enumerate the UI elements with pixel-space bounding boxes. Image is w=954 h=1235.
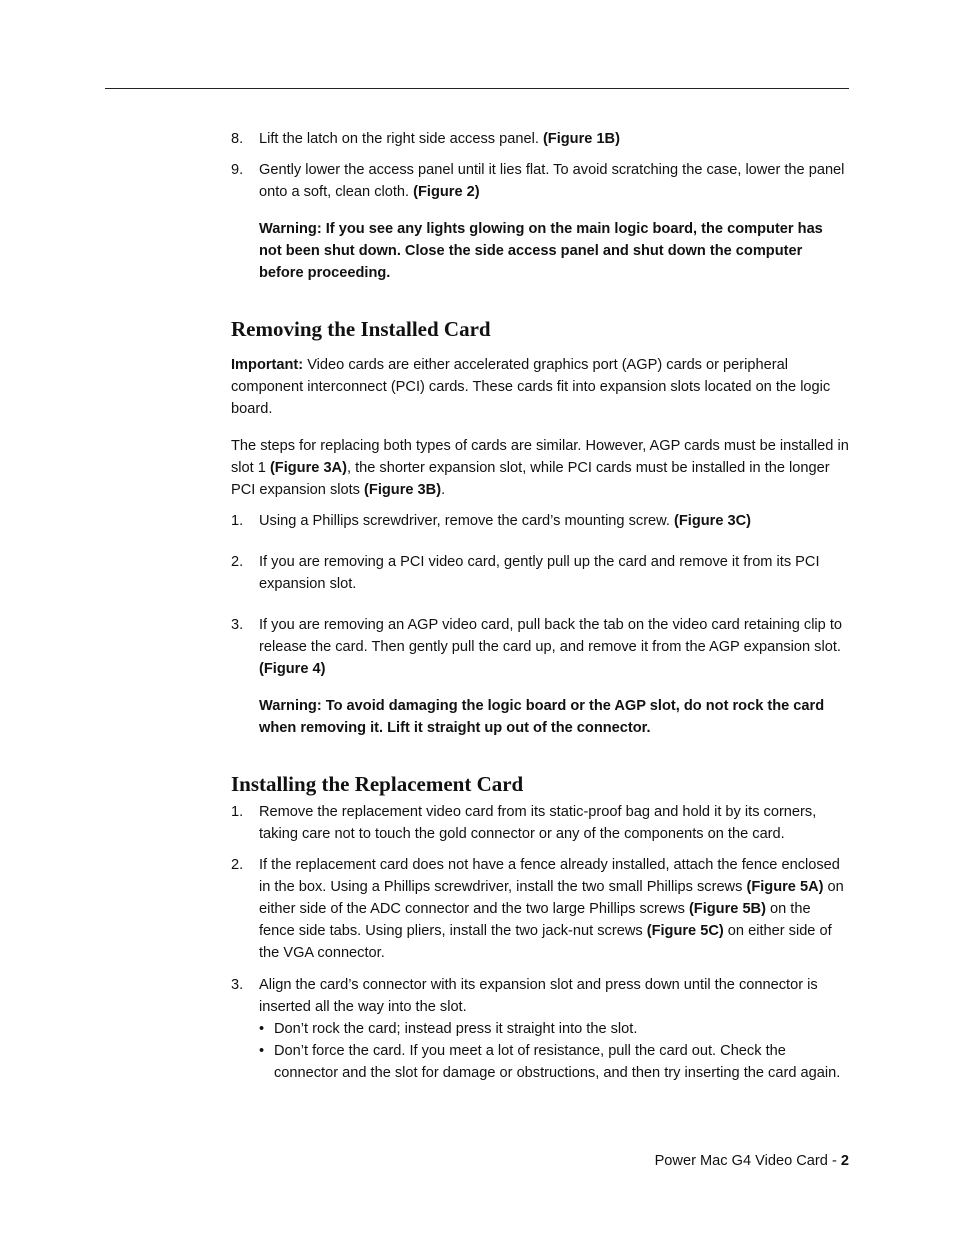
intro-paragraph	[231, 435, 849, 501]
figure-ref: (Figure 3A)	[269, 460, 347, 476]
warning-agp: Warning: To avoid damaging the logic board or the AGP slot, do not rock the card when removing it. Lift it straight up out of the connector.	[259, 698, 825, 736]
figure-ref: (Figure 3C)	[674, 513, 752, 529]
step-text: If you are removing an AGP video card, pull back the tab on the video card retaining clip to release the card. Then gently pull the card up, and remove it from the AGP expansion slot.	[259, 617, 843, 655]
step-9	[231, 159, 849, 203]
header-rule	[105, 88, 849, 89]
section-title-removing: Removing the Installed Card	[231, 317, 491, 341]
step-text: on either side of the ADC connector and the two large Phillips screws	[259, 879, 844, 917]
step-text: Lift the latch on the right side access panel.	[259, 131, 543, 147]
step-text: If you are removing a PCI video card, gently pull up the card and remove it from its PCI expansion slot.	[259, 554, 820, 592]
important-text: Video cards are either accelerated graphics port (AGP) cards or peripheral component interconnect (PCI) cards. These cards fit into expansion slots located on the logic board.	[231, 357, 831, 417]
step-text: on either side of the VGA connector.	[259, 923, 832, 961]
install-step-2	[231, 854, 849, 964]
step-number: 3.	[231, 617, 244, 633]
remove-step-2	[231, 551, 849, 595]
step-number: 9.	[231, 162, 244, 178]
para-text: , the shorter expansion slot, while PCI cards must be installed in the longer PCI expansion slots	[231, 460, 830, 498]
step-number: 1.	[231, 513, 244, 529]
remove-step-3	[231, 614, 849, 680]
bullet-item	[259, 1040, 849, 1084]
install-step-3	[231, 974, 849, 1084]
step-number: 3.	[231, 977, 244, 993]
bullet-icon: •	[259, 1043, 265, 1059]
figure-ref: (Figure 2)	[413, 184, 480, 200]
page-footer	[655, 1150, 849, 1172]
section-title-installing: Installing the Replacement Card	[231, 772, 524, 796]
bullet-item	[259, 1018, 849, 1040]
document-body	[231, 128, 849, 1084]
step-8	[231, 128, 849, 150]
bullet-icon: •	[259, 1021, 265, 1037]
figure-ref: (Figure 5A)	[746, 879, 824, 895]
warning-shutdown: Warning: If you see any lights glowing on the main logic board, the computer has not been shut down. Close the side access panel and shut down the computer before proceeding.	[259, 221, 823, 281]
page-number: 2	[840, 1153, 849, 1169]
figure-ref: (Figure 1B)	[542, 131, 620, 147]
figure-ref: (Figure 5B)	[688, 901, 766, 917]
install-step-1	[231, 801, 849, 845]
step-text: Align the card’s connector with its expansion slot and press down until the connector is inserted all the way into the slot.	[259, 977, 818, 1015]
bullet-text: Don’t force the card. If you meet a lot of resistance, pull the card out. Check the connector and the slot for damage or obstructions, and then try inserting the card again.	[274, 1043, 841, 1081]
step-number: 8.	[231, 131, 244, 147]
para-text: .	[441, 482, 446, 498]
step-text: Remove the replacement video card from its static-proof bag and hold it by its corners, taking care not to touch the gold connector or any of the components on the card.	[259, 804, 817, 842]
figure-ref: (Figure 4)	[259, 661, 326, 677]
important-note	[231, 354, 849, 420]
remove-step-1	[231, 510, 849, 532]
step-text: If the replacement card does not have a fence already installed, attach the fence enclosed in the box. Using a Phillips screwdriver, install the two small Phillips screws	[259, 857, 840, 895]
figure-ref: (Figure 3B)	[364, 482, 442, 498]
step-number: 1.	[231, 804, 244, 820]
step-number: 2.	[231, 554, 244, 570]
step-text: Gently lower the access panel until it lies flat. To avoid scratching the case, lower the panel onto a soft, clean cloth.	[259, 162, 845, 200]
step-text: on the fence side tabs. Using pliers, install the two jack-nut screws	[259, 901, 811, 939]
step-number: 2.	[231, 857, 244, 873]
step-text: Using a Phillips screwdriver, remove the card’s mounting screw.	[259, 513, 675, 529]
important-label: Important:	[231, 357, 304, 373]
para-text: The steps for replacing both types of cards are similar. However, AGP cards must be installed in slot 1	[231, 438, 849, 476]
figure-ref: (Figure 5C)	[646, 923, 724, 939]
footer-title: Power Mac G4 Video Card -	[654, 1153, 841, 1169]
bullet-text: Don’t rock the card; instead press it straight into the slot.	[274, 1021, 638, 1037]
